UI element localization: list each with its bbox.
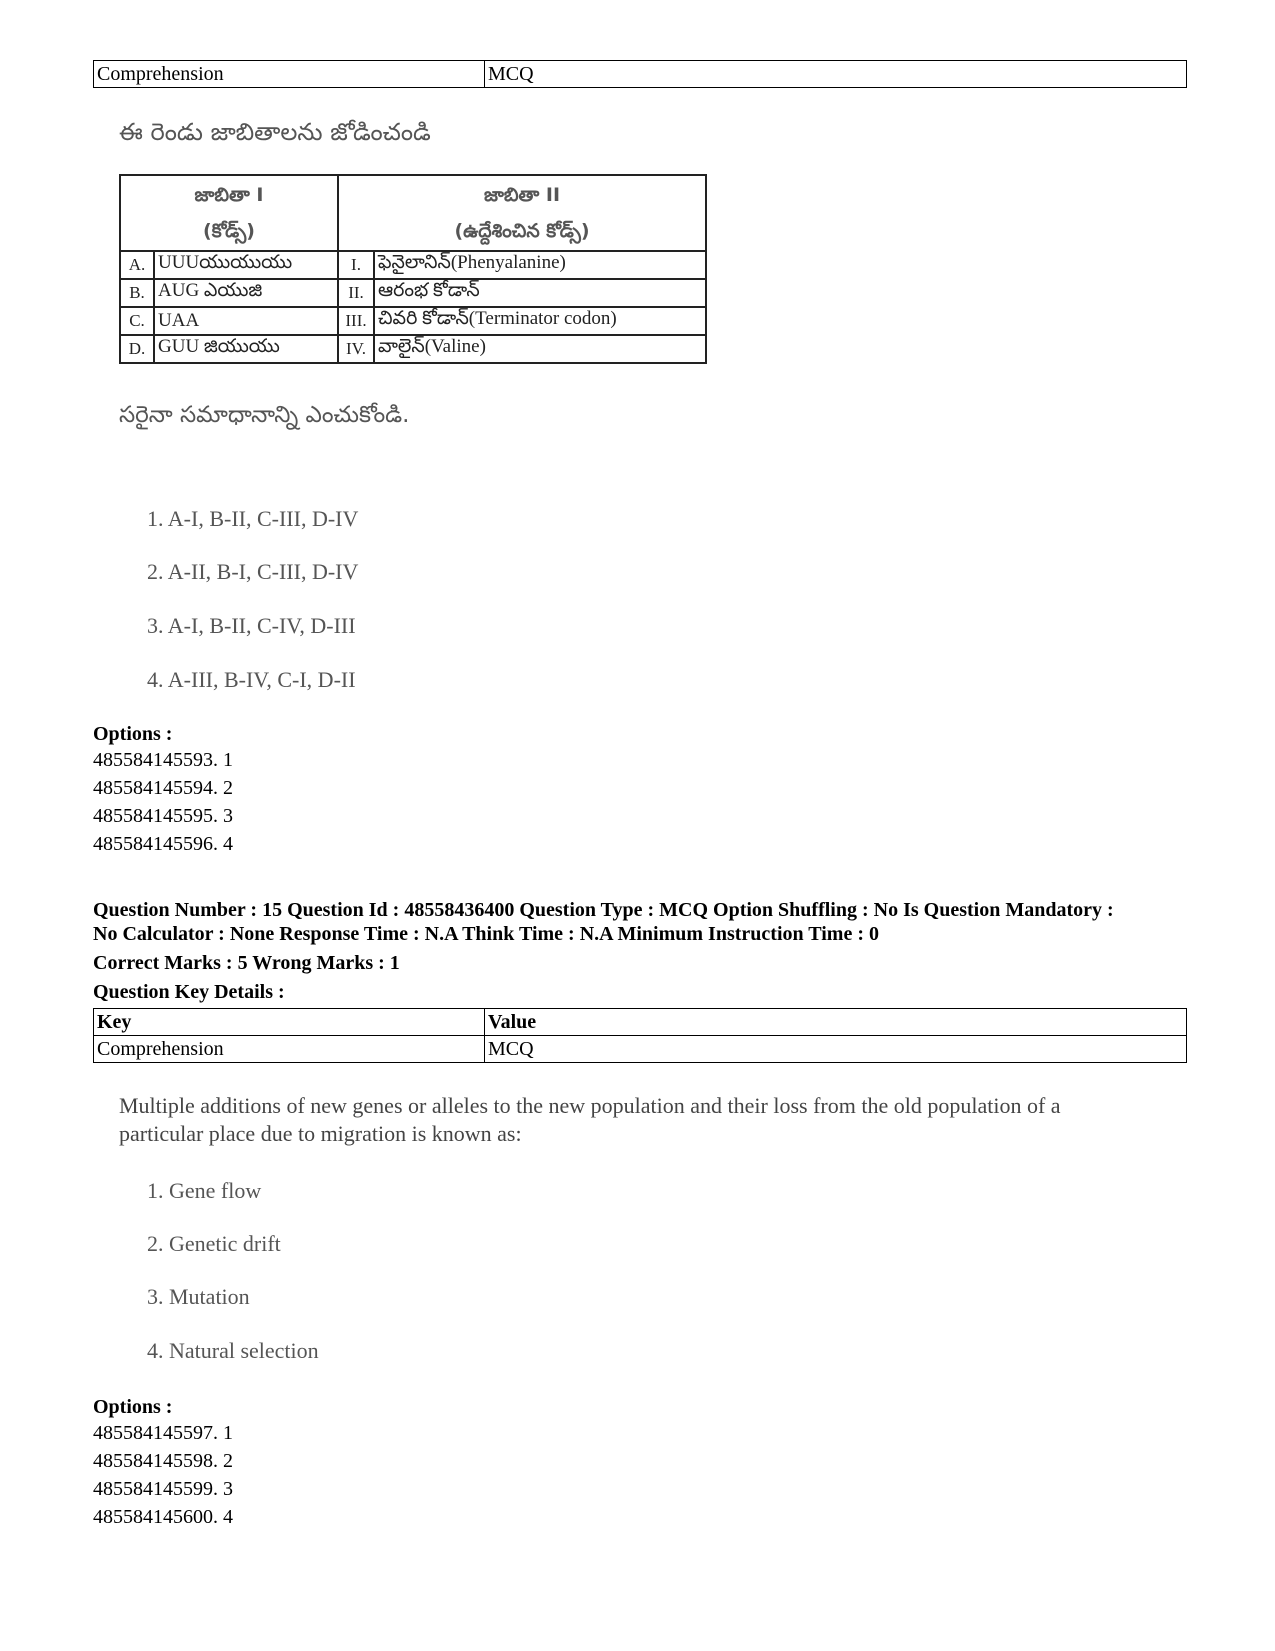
q15-choice-1: 1. Gene flow — [147, 1178, 262, 1203]
row-label: D. — [120, 335, 154, 363]
table-row — [94, 1036, 1187, 1063]
meaning-cell: చివరి కోడాన్(Terminator codon) — [374, 307, 706, 335]
q15-choice-3: 3. Mutation — [147, 1284, 250, 1309]
q15-meta-line-2: No Calculator : None Response Time : N.A Think Time : N.A Minimum Instruction Time : 0 — [93, 923, 879, 945]
q15-meta-line-1: Question Number : 15 Question Id : 48558436400 Question Type : MCQ Option Shuffling : No Is Question Mandatory : — [93, 899, 1114, 921]
q15-marks: Correct Marks : 5 Wrong Marks : 1 — [93, 952, 400, 974]
row-label: A. — [120, 251, 154, 279]
q14-match-table — [119, 174, 707, 364]
code-cell: UUUయుయుయు — [154, 251, 338, 279]
row-label: B. — [120, 279, 154, 307]
key-cell: Comprehension — [94, 1036, 485, 1063]
q14-select-text: సరైనా సమాధానాన్ని ఎంచుకోండి. — [119, 402, 410, 428]
top-key-value-table — [93, 60, 1187, 88]
row-label: II. — [338, 279, 374, 307]
value-cell: MCQ — [485, 61, 1187, 88]
q15-question-line-2: particular place due to migration is known as: — [119, 1121, 522, 1146]
q14-option-1: 485584145593. 1 — [93, 749, 233, 771]
q15-choice-2: 2. Genetic drift — [147, 1231, 281, 1256]
q15-option-3: 485584145599. 3 — [93, 1478, 233, 1500]
meaning-cell: ఆరంభ కోడాన్ — [374, 279, 706, 307]
list2-header-subtitle: (ఉద్దేశించిన కోడ్స్) — [454, 220, 590, 242]
table-row — [120, 335, 706, 363]
table-row — [120, 251, 706, 279]
meaning-cell: ఫెనైలానిన్(Phenyalanine) — [374, 251, 706, 279]
table-row — [120, 307, 706, 335]
q14-choice-2: 2. A-II, B-I, C-III, D-IV — [147, 559, 359, 584]
q14-choice-1: 1. A-I, B-II, C-III, D-IV — [147, 506, 359, 531]
code-cell: AUG ఎయుజి — [154, 279, 338, 307]
table-header-row — [120, 175, 706, 251]
table-header-row — [94, 1009, 1187, 1036]
q15-key-details-label: Question Key Details : — [93, 981, 285, 1003]
list1-header — [120, 175, 338, 251]
q14-option-4: 485584145596. 4 — [93, 833, 233, 855]
q15-question-line-1: Multiple additions of new genes or alleles to the new population and their loss from the old population of a — [119, 1093, 1061, 1118]
q15-key-value-table — [93, 1008, 1187, 1063]
key-header: Key — [94, 1009, 485, 1036]
row-label: IV. — [338, 335, 374, 363]
q14-option-3: 485584145595. 3 — [93, 805, 233, 827]
row-label: III. — [338, 307, 374, 335]
meaning-cell: వాలైన్(Valine) — [374, 335, 706, 363]
q15-choice-4: 4. Natural selection — [147, 1338, 319, 1363]
list1-header-subtitle: (కోడ్స్) — [203, 220, 255, 242]
table-row — [94, 61, 1187, 88]
list2-header — [338, 175, 706, 251]
key-cell: Comprehension — [94, 61, 485, 88]
row-label: I. — [338, 251, 374, 279]
list2-header-title: జాబితా II — [483, 184, 561, 206]
q15-question-text — [119, 1092, 1061, 1148]
q14-option-2: 485584145594. 2 — [93, 777, 233, 799]
q14-options-label: Options : — [93, 723, 173, 745]
value-cell: MCQ — [485, 1036, 1187, 1063]
code-cell: UAA — [154, 307, 338, 335]
row-label: C. — [120, 307, 154, 335]
q15-option-2: 485584145598. 2 — [93, 1450, 233, 1472]
q14-instruction: ఈ రెండు జాబితాలను జోడించండి — [119, 118, 431, 146]
q14-choice-4: 4. A-III, B-IV, C-I, D-II — [147, 667, 356, 692]
code-cell: GUU జియుయు — [154, 335, 338, 363]
table-row — [120, 279, 706, 307]
q15-options-label: Options : — [93, 1396, 173, 1418]
value-header: Value — [485, 1009, 1187, 1036]
q15-option-4: 485584145600. 4 — [93, 1506, 233, 1528]
q15-option-1: 485584145597. 1 — [93, 1422, 233, 1444]
list1-header-title: జాబితా I — [194, 184, 264, 206]
q14-choice-3: 3. A-I, B-II, C-IV, D-III — [147, 613, 356, 638]
